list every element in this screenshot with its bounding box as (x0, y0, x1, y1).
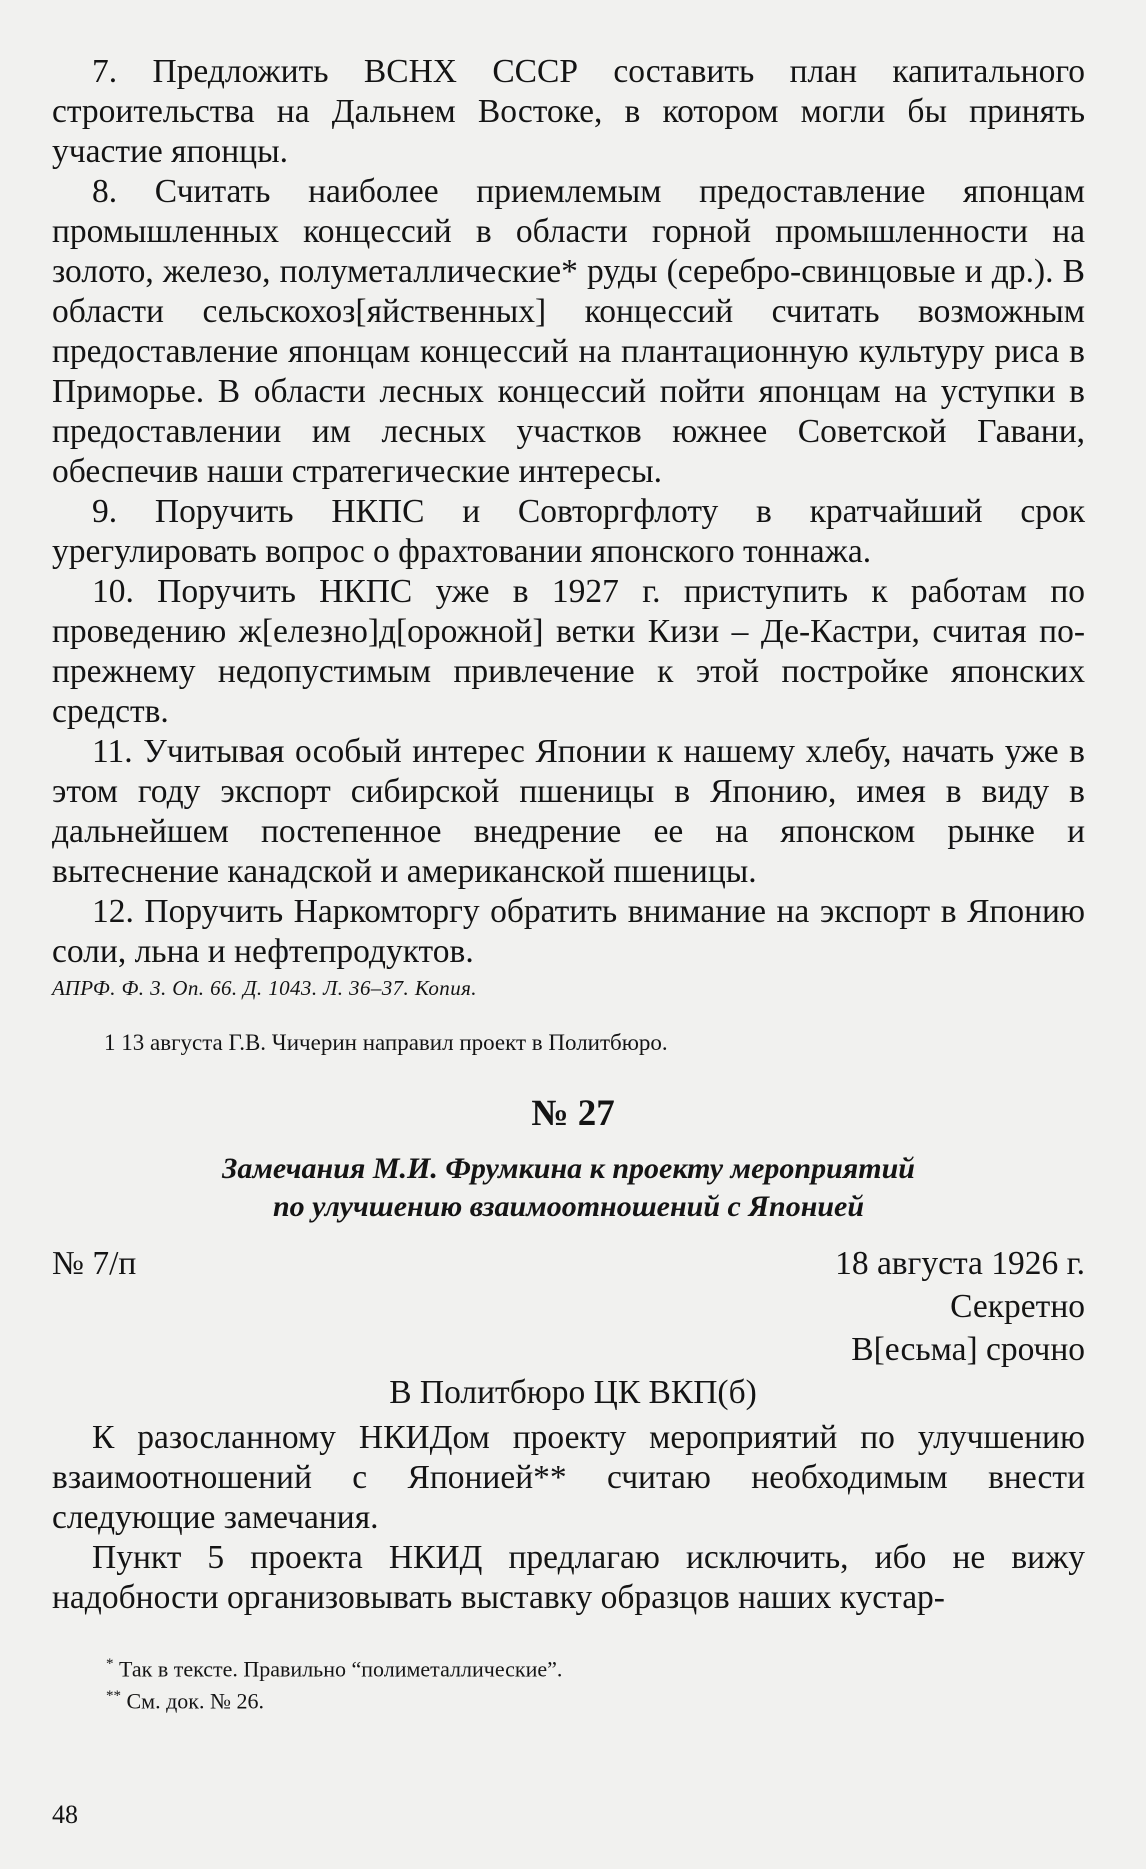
paragraph-12: 12. Поручить Наркомторгу обратить внимание на экспорт в Японию соли, льна и нефтепродуктов. (52, 893, 1085, 970)
footnote-2 (106, 1682, 264, 1715)
paragraph-9: 9. Поручить НКПС и Совторгфлоту в кратчайший срок урегулировать вопрос о фрахтовании японского тоннажа. (52, 493, 1085, 570)
paragraph-7: 7. Предложить ВСНХ СССР составить план капитального строительства на Дальнем Востоке, в котором могли бы принять участие японцы. (52, 53, 1085, 170)
letter-paragraph-2: Пункт 5 проекта НКИД предлагаю исключить, ибо не вижу надобности организовывать выставку образцов наших кустар- (52, 1539, 1085, 1616)
top-text-block (52, 52, 1085, 972)
endnote: 1 13 августа Г.В. Чичерин направил проект в Политбюро. (104, 1030, 668, 1055)
footnote-1-text: Так в тексте. Правильно “полиметаллические”. (119, 1656, 563, 1682)
footnote-2-mark: ** (106, 1688, 121, 1704)
document-title (52, 1150, 1085, 1226)
endnote-block (52, 1030, 1085, 1056)
secrecy-stamp: Секретно (950, 1288, 1085, 1325)
document-number: № 27 (531, 1093, 615, 1134)
document-date: 18 августа 1926 г. (835, 1245, 1085, 1282)
urgency-stamp: В[есьма] срочно (851, 1331, 1085, 1368)
paragraph-8: 8. Считать наиболее приемлемым предоставление японцам промышленных концессий в области горной промышленности на золото, железо, полуметаллические* руды (серебро-свинцовые и др.). В области сельскохоз[яйственных] концессий считать возможным предоставление японцам концессий на плантационную культуру риса в Приморье. В области лесных концессий пойти японцам на уступки в предоставлении им лесных участков южнее Советской Гавани, обеспечив наши стратегические интересы. (52, 173, 1085, 490)
source-citation: АПРФ. Ф. 3. Оп. 66. Д. 1043. Л. 36–37. Копия. (52, 976, 477, 1000)
page-number: 48 (52, 1800, 78, 1829)
footnote-1-mark: * (106, 1656, 114, 1672)
paragraph-11: 11. Учитывая особый интерес Японии к нашему хлебу, начать уже в этом году экспорт сибирской пшеницы в Японию, имея в виду в дальнейшем постепенное внедрение ее на японском рынке и вытеснение канадской и американской пшеницы. (52, 733, 1085, 890)
letter-text-block (52, 1418, 1085, 1618)
footnote-2-text: См. док. № 26. (126, 1688, 264, 1714)
document-title-line-1: Замечания М.И. Фрумкина к проекту мероприятий (222, 1152, 915, 1185)
paragraph-10: 10. Поручить НКПС уже в 1927 г. приступить к работам по проведению ж[елезно]д[орожной] ветки Кизи – Де-Кастри, считая по-прежнему недопустимым привлечение к этой постройке японских средств. (52, 573, 1085, 730)
source-citation-block (52, 976, 1085, 1001)
registration-number: № 7/п (52, 1245, 137, 1282)
addressee: В Политбюро ЦК ВКП(б) (389, 1374, 757, 1411)
letter-paragraph-1: К разосланному НКИДом проекту мероприятий по улучшению взаимоотношений с Японией** считаю необходимым внести следующие замечания. (52, 1419, 1085, 1536)
footnote-1 (106, 1650, 562, 1683)
document-title-line-2: по улучшению взаимоотношений с Японией (272, 1190, 865, 1223)
